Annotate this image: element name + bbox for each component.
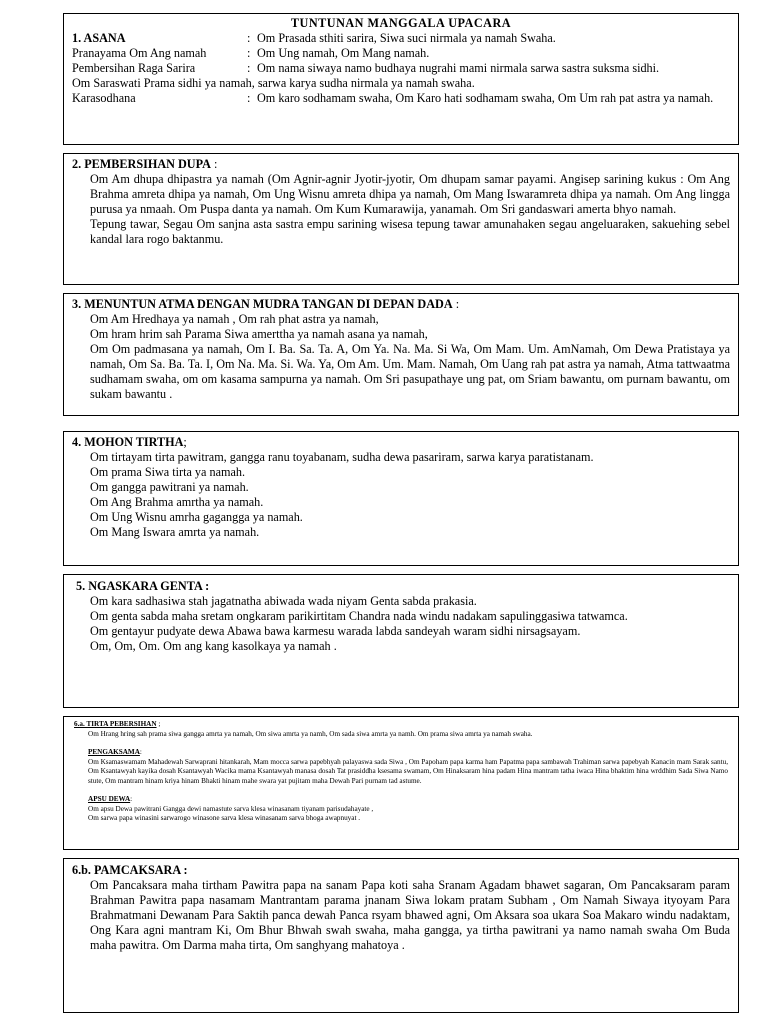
tepung-tawar-paragraph: Tepung tawar, Segau Om sanjna asta sastra empu sarining wisesa tepung tawar amunahaken segau angeluaraken, sakuehing sebel kandal lara rogo baktanmu. <box>90 217 730 246</box>
section-body <box>72 878 730 953</box>
section-pamcaksara <box>63 858 739 1013</box>
section-heading: 6.a. TIRTA PEBERSIHAN <box>74 720 157 728</box>
mantra-line: Om Ang Brahma amrtha ya namah. <box>90 495 264 509</box>
karasodhana-mantra: Om karo sodhamam swaha, Om Karo hati sodhamam swaha, Om Um rah pat astra ya namah. <box>257 91 714 105</box>
section-body <box>72 594 730 654</box>
mantra-line: Om Ung Wisnu amrha gagangga ya namah. <box>90 510 303 524</box>
menuntun-atma-heading-line: 3. MENUNTUN ATMA DENGAN MUDRA TANGAN DI DEPAN DADA : <box>72 297 460 311</box>
mantra-line: Om Mang Iswara amrta ya namah. <box>90 525 260 539</box>
genta-paragraph: Om genta sabda maha sretam ongkaram parikirtitam Chandra nada windu nadakam sapulinggasiwa tatwamca. <box>90 609 628 623</box>
section-heading: 3. MENUNTUN ATMA DENGAN MUDRA TANGAN DI DEPAN DADA <box>72 297 453 311</box>
section-asana <box>63 13 739 145</box>
pembersihan-dupa-heading-line: 2. PEMBERSIHAN DUPA : <box>72 157 218 171</box>
pranayama-mantra: Om Ung namah, Om Mang namah. <box>257 46 430 60</box>
pembersihan-raga-label: Pembersihan Raga Sarira <box>72 61 196 75</box>
pengaksama-text: Om Ksamaswamam Mahadewah Sarwaprani hitankarah, Mam mocca sarwa papebhyah palayaswa sada Siwa , Om Papoham papa karma ham Papatma papa sambawah Trahiman sarwa papebyah Kanacin mam Sarak santu, Om Ksantawyah kayika dosah Ksantawyah Wacika mama Ksantawyah manasa dosah Tat prasiddha ksesama swamam, Om Hinaksaram hina padam Hina mantram tatha iwaca Hina bhaktim hina wrddhim Sada Siwa Namo stute, Om mantram hinam kriya hinam Bhakti hinam mahe swara yat pujitam maha Dewah Pari purnam tad astume. <box>88 757 728 785</box>
mantra-line: Om, Om, Om. Om ang kang kasolkaya ya namah . <box>90 639 337 653</box>
asana-label: 1. ASANA <box>72 31 126 45</box>
pamcaksara-paragraph: Om Pancaksara maha tirtham Pawitra papa na sanam Papa koti saha Sranam Agadam bhawet sagaran, Om Pancaksaram param Brahman Pawitra papa nasamam Mantrantam parama jnanam Siwa lokam pratam Subham , Om Namah Siwaya ityoyam Para Brahmatmani Dewanam Para Saktih panca dewah Panca rsyam bhawed agni, Om Aksara soa ukara Soa Makaro windu nadaktam, Ong Kara agni mantram Ki, Om Bhur Bhwah swah swaha, maha gangga, ya tirtha pawitrani ya namo namah swaha Om Buda maha pawitra. Om Darma maha tirta, Om sanghyang mahatoya . <box>90 878 730 952</box>
section-mohon-tirtha <box>63 431 739 566</box>
mantra-paragraph: Om Om padmasana ya namah, Om I. Ba. Sa. Ta. A, Om Ya. Na. Ma. Si Wa, Om Mam. Um. AmNamah, Om Dewa Pratistaya ya namah, Om Sa. Ba. Ta. I, Om Na. Ma. Si. Wa. Ya, Om Am. Um. Mam. Namah, Om Uang rah pat astra ya namah, Atma tattwaatma sudhamam swaha, om om kasama sampurna ya namah. Om Sri pasupathaye ung pat, om Sriam bawantu, om purnam bawantu, om sukam bawantu . <box>90 342 730 401</box>
dupa-paragraph: Om Am dhupa dhipastra ya namah (Om Agnir-agnir Jyotir-jyotir, Om dhupam samar payami. Angisep sarining kukus : Om Ang Brahma amreta dhipa ya namah, Om Ung Wisnu amreta dhipa ya namah, Om Mang Iswaramreta dhipa ya namah. Om Ang lingga purusa ya nmaah. Om Puspa danta ya namah. Om Kum Kumarawija, yanamah. Om Sri gandaswari amerta bhyo namah. <box>90 172 730 216</box>
apsu-dewa-line: Om sarwa papa winasini sarwarogo winasone sarva klesa winasanam sarva bhoga awapnuyat . <box>88 814 361 822</box>
tirta-pebersihan-text: Om Hrang hring sah prama siwa gangga amrta ya namah, Om siwa amrta ya namh, Om sada siwa amrta ya namh. Om prama siwa amrta ya namah swaha. <box>88 729 533 738</box>
mantra-line: Om tirtayam tirta pawitram, gangga ranu toyabanam, sudha dewa pasariram, sarwa karya paratistanam. <box>90 450 594 464</box>
section-heading: 2. PEMBERSIHAN DUPA <box>72 157 211 171</box>
mohon-tirtha-heading-line: 4. MOHON TIRTHA; <box>72 435 187 449</box>
pengaksama-heading: PENGAKSAMA <box>88 748 140 756</box>
karasodhana-label: Karasodhana <box>72 91 136 105</box>
section-ngaskara-genta <box>63 574 739 708</box>
asana-mantra: Om Prasada sthiti sarira, Siwa suci nirmala ya namah Swaha. <box>257 31 556 45</box>
tirta-pebersihan-heading-line: 6.a. TIRTA PEBERSIHAN ; <box>74 720 161 728</box>
apsu-dewa-heading: APSU DEWA <box>88 795 131 803</box>
mantra-line: Om gentayur pudyate dewa Abawa bawa karmesu warada labda sandeyah waram sidhi nirsagsayam. <box>90 624 581 638</box>
section-body <box>72 172 730 247</box>
pranayama-row: Pranayama Om Ang namah : Om Ung namah, Om Mang namah. <box>72 46 730 61</box>
section-menuntun-atma <box>63 293 739 416</box>
section-pembersihan-dupa <box>63 153 739 285</box>
pembersihan-raga-mantra: Om nama siwaya namo budhaya nugrahi mami nirmala sarwa sastra suksma sidhi. <box>257 61 660 75</box>
karasodhana-row: Karasodhana : Om karo sodhamam swaha, Om Karo hati sodhamam swaha, Om Um rah pat astra ya namah. <box>72 91 730 106</box>
pengaksama-heading-line: PENGAKSAMA: <box>88 748 142 756</box>
section-heading: 5. NGASKARA GENTA : <box>76 579 210 593</box>
pembersihan-raga-row: Pembersihan Raga Sarira : Om nama siwaya namo budhaya nugrahi mami nirmala sarwa sastra suksma sidhi. <box>72 61 730 76</box>
mantra-line: Om prama Siwa tirta ya namah. <box>90 465 246 479</box>
page-title: TUNTUNAN MANGGALA UPACARA <box>290 16 512 30</box>
mantra-line: Om Am Hredhaya ya namah , Om rah phat astra ya namah, <box>90 312 379 326</box>
apsu-dewa-line: Om apsu Dewa pawitrani Gangga dewi namastute sarva klesa winasanam tiyanam parisudahayate , <box>88 804 374 813</box>
apsu-dewa-heading-line: APSU DEWA: <box>88 795 133 803</box>
mantra-line: Om hram hrim sah Parama Siwa amerttha ya namah asana ya namah, <box>90 327 428 341</box>
mantra-line: Om gangga pawitrani ya namah. <box>90 480 249 494</box>
section-heading: 6.b. PAMCAKSARA : <box>72 863 188 877</box>
mantra-line: Om kara sadhasiwa stah jagatnatha abiwada wada niyam Genta sabda prakasia. <box>90 594 477 608</box>
saraswati-line: Om Saraswati Prama sidhi ya namah, sarwa karya sudha nirmala ya namah swaha. <box>72 76 475 90</box>
section-tirta-pebersihan <box>63 716 739 850</box>
pranayama-label: Pranayama Om Ang namah <box>72 46 207 60</box>
section-heading: 4. MOHON TIRTHA <box>72 435 184 449</box>
section-body <box>72 312 730 402</box>
section-body <box>72 450 730 540</box>
asana-row: 1. ASANA : Om Prasada sthiti sarira, Siwa suci nirmala ya namah Swaha. <box>72 31 730 46</box>
